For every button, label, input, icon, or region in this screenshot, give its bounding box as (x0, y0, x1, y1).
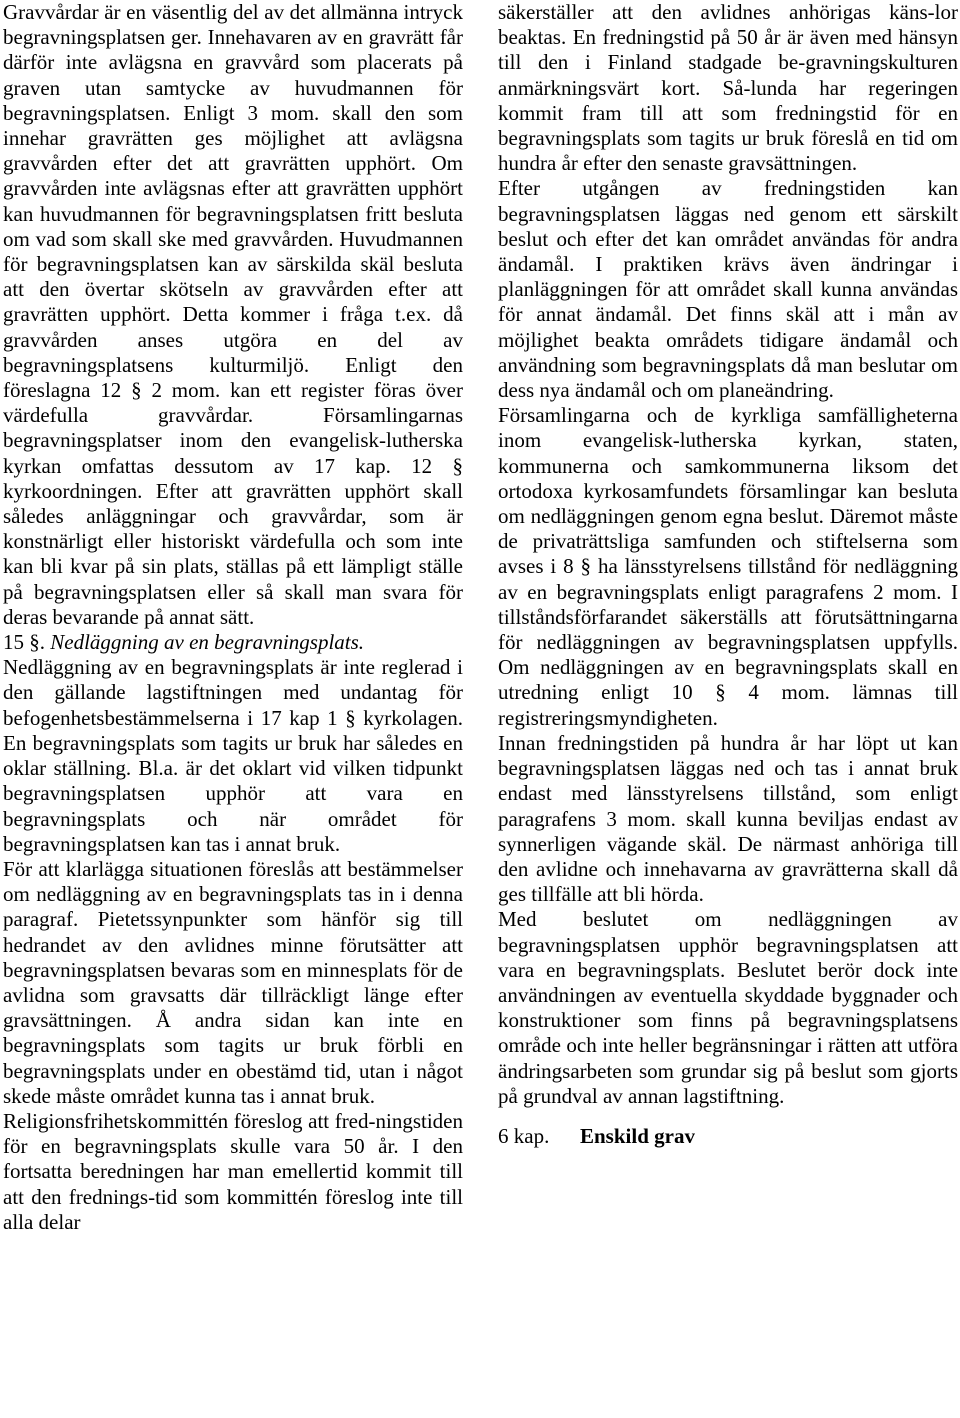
spacer (498, 1109, 958, 1124)
paragraph-protection-period: säkerställer att den avlidnes anhörigas käns-lor beaktas. En fredningstid på 50 år är även med hänsyn till den i Finland stadgade be-gravningskulturen anmärkningsvärt kort. Så-lunda har regeringen kommit fram till att som fredningstid för en begravningsplats som tagits ur bruk föreslå en tid om hundra år efter den senaste gravsättningen. (498, 0, 958, 176)
paragraph-parishes: Församlingarna och de kyrkliga samfälligheterna inom evangelisk-lutherska kyrkan, staten, kommunerna och samkommunerna liksom det ortodoxa kyrkosamfundets församlingar kan besluta om nedläggningen genom egna beslut. Däremot måste de privaträttsliga samfunden och stiftelserna som avses i 8 § ha länsstyrelsens tillstånd för nedläggning av en begravningsplats enligt paragrafens 2 mom. I tillståndsförfarandet säkerställs att förutsättningarna för nedläggningen av begravningsplatsen uppfylls. Om nedläggningen av en begravningsplats skall en utredning enligt 10 § 4 mom. lämnas till registreringsmyndigheten. (498, 403, 958, 730)
paragraph-gravestones: Gravvårdar är en väsentlig del av det allmänna intryck begravningsplatsen ger. Innehavaren av en gravrätt får därför inte avlägsna en gravvård som placerats på graven utan samtycke av huvudmannen för begravningsplatsen. Enligt 3 mom. skall den som innehar gravrätten ges möjlighet att avlägsna gravvården efter det att gravrätten upphört. Om gravvården inte avlägsnas efter att gravrätten upphört kan huvudmannen för begravningsplatsen fritt besluta om vad som skall ske med gravvården. Huvudmannen för begravningsplatsen kan av särskilda skäl besluta att den övertar skötseln av gravvården efter att gravrätten upphört. Detta kommer i fråga t.ex. då gravvården anses utgöra en del av begravningsplatsens kulturmiljö. Enligt den föreslagna 12 § 2 mom. kan ett register föras över värdefulla gravvårdar. Församlingarnas begravningsplatser inom den evangelisk-lutherska kyrkan omfattas dessutom av 17 kap. 12 § kyrkoordningen. Efter att gravrätten upphört skall således anläggningar och gravvårdar, som är konstnärligt eller historiskt värdefulla och som inte kan bli kvar på sin plats, ställas på ett lämpligt ställe på begravningsplatsen eller så skall man svara för deras bevarande på annat sätt. (3, 0, 463, 629)
paragraph-closure-regulation: Nedläggning av en begravningsplats är inte reglerad i den gällande lagstiftningen med undantag för befogenhetsbestämmelserna i 17 kap 1 § kyrkolagen. En begravningsplats som tagits ur bruk har således en oklar ställning. Bl.a. är det oklart vid vilken tidpunkt begravningsplatsen upphör att vara en begravningsplats och när området för begravningsplatsen kan tas i annat bruk. (3, 655, 463, 856)
chapter-number: 6 kap. (498, 1123, 550, 1148)
paragraph-decision-effect: Med beslutet om nedläggningen av begravningsplatsen upphör begravningsplatsen att vara en begravningsplats. Beslutet berör dock inte användningen av eventuella skyddade byggnader och konstruktioner som finns på begravningsplatsens område och inte heller begränsningar i rätten att utföra ändringsarbeten som grundar sig på beslut som gjorts på grundval av annan lagstiftning. (498, 907, 958, 1108)
chapter-heading (498, 1124, 958, 1149)
paragraph-committee: Religionsfrihetskommittén föreslog att fred-ningstiden för en begravningsplats skulle vara 50 år. I den fortsatta beredningen har man emellertid kommit till att den frednings-tid som kommittén föreslog inte till alla delar (3, 1108, 463, 1234)
section-heading (3, 630, 463, 655)
paragraph-proposal: För att klarlägga situationen föreslås att bestämmelser om nedläggning av en begravningsplats tas in i denna paragraf. Pietetssynpunkter som hänför sig till hedrandet av den avlidnes minne förutsätter att begravningsplatsen bevaras som en minnesplats för de avlidna som gravsatts där tillräckligt länge efter gravsättningen. Å andra sidan kan inte en begravningsplats som tagits ur bruk förbli en begravningsplats under en obestämd tid, utan i något skede måste området kunna tas i annat bruk. (3, 856, 463, 1108)
section-title: Nedläggning av en begravningsplats. (50, 630, 365, 655)
paragraph-before-expiry: Innan fredningstiden på hundra år har löpt ut kan begravningsplatsen läggas ned och tas i annat bruk endast med länsstyrelsens tillstånd, som enligt paragrafens 3 mom. skall kunna beviljas endast av synnerligen vägande skäl. De närmast anhöriga till den avlidne och innehavarna av gravrätterna skall då ges tillfälle att bli hörda. (498, 730, 958, 907)
paragraph-after-protection: Efter utgången av fredningstiden kan begravningsplatsen läggas ned genom ett särskilt beslut och efter det kan området användas för andra ändamål. I praktiken krävs även ändringar i planläggningen för att området skall kunna användas för annat ändamål. Det finns skäl att i mån av möjlighet beakta områdets tidigare ändamål och användning som begravningsplats då man beslutar om dess nya ändamål och om planeändring. (498, 176, 958, 403)
section-number: 15 §. (3, 630, 45, 655)
left-column (3, 0, 463, 1235)
right-column (498, 0, 958, 1149)
chapter-title: Enskild grav (580, 1123, 695, 1148)
